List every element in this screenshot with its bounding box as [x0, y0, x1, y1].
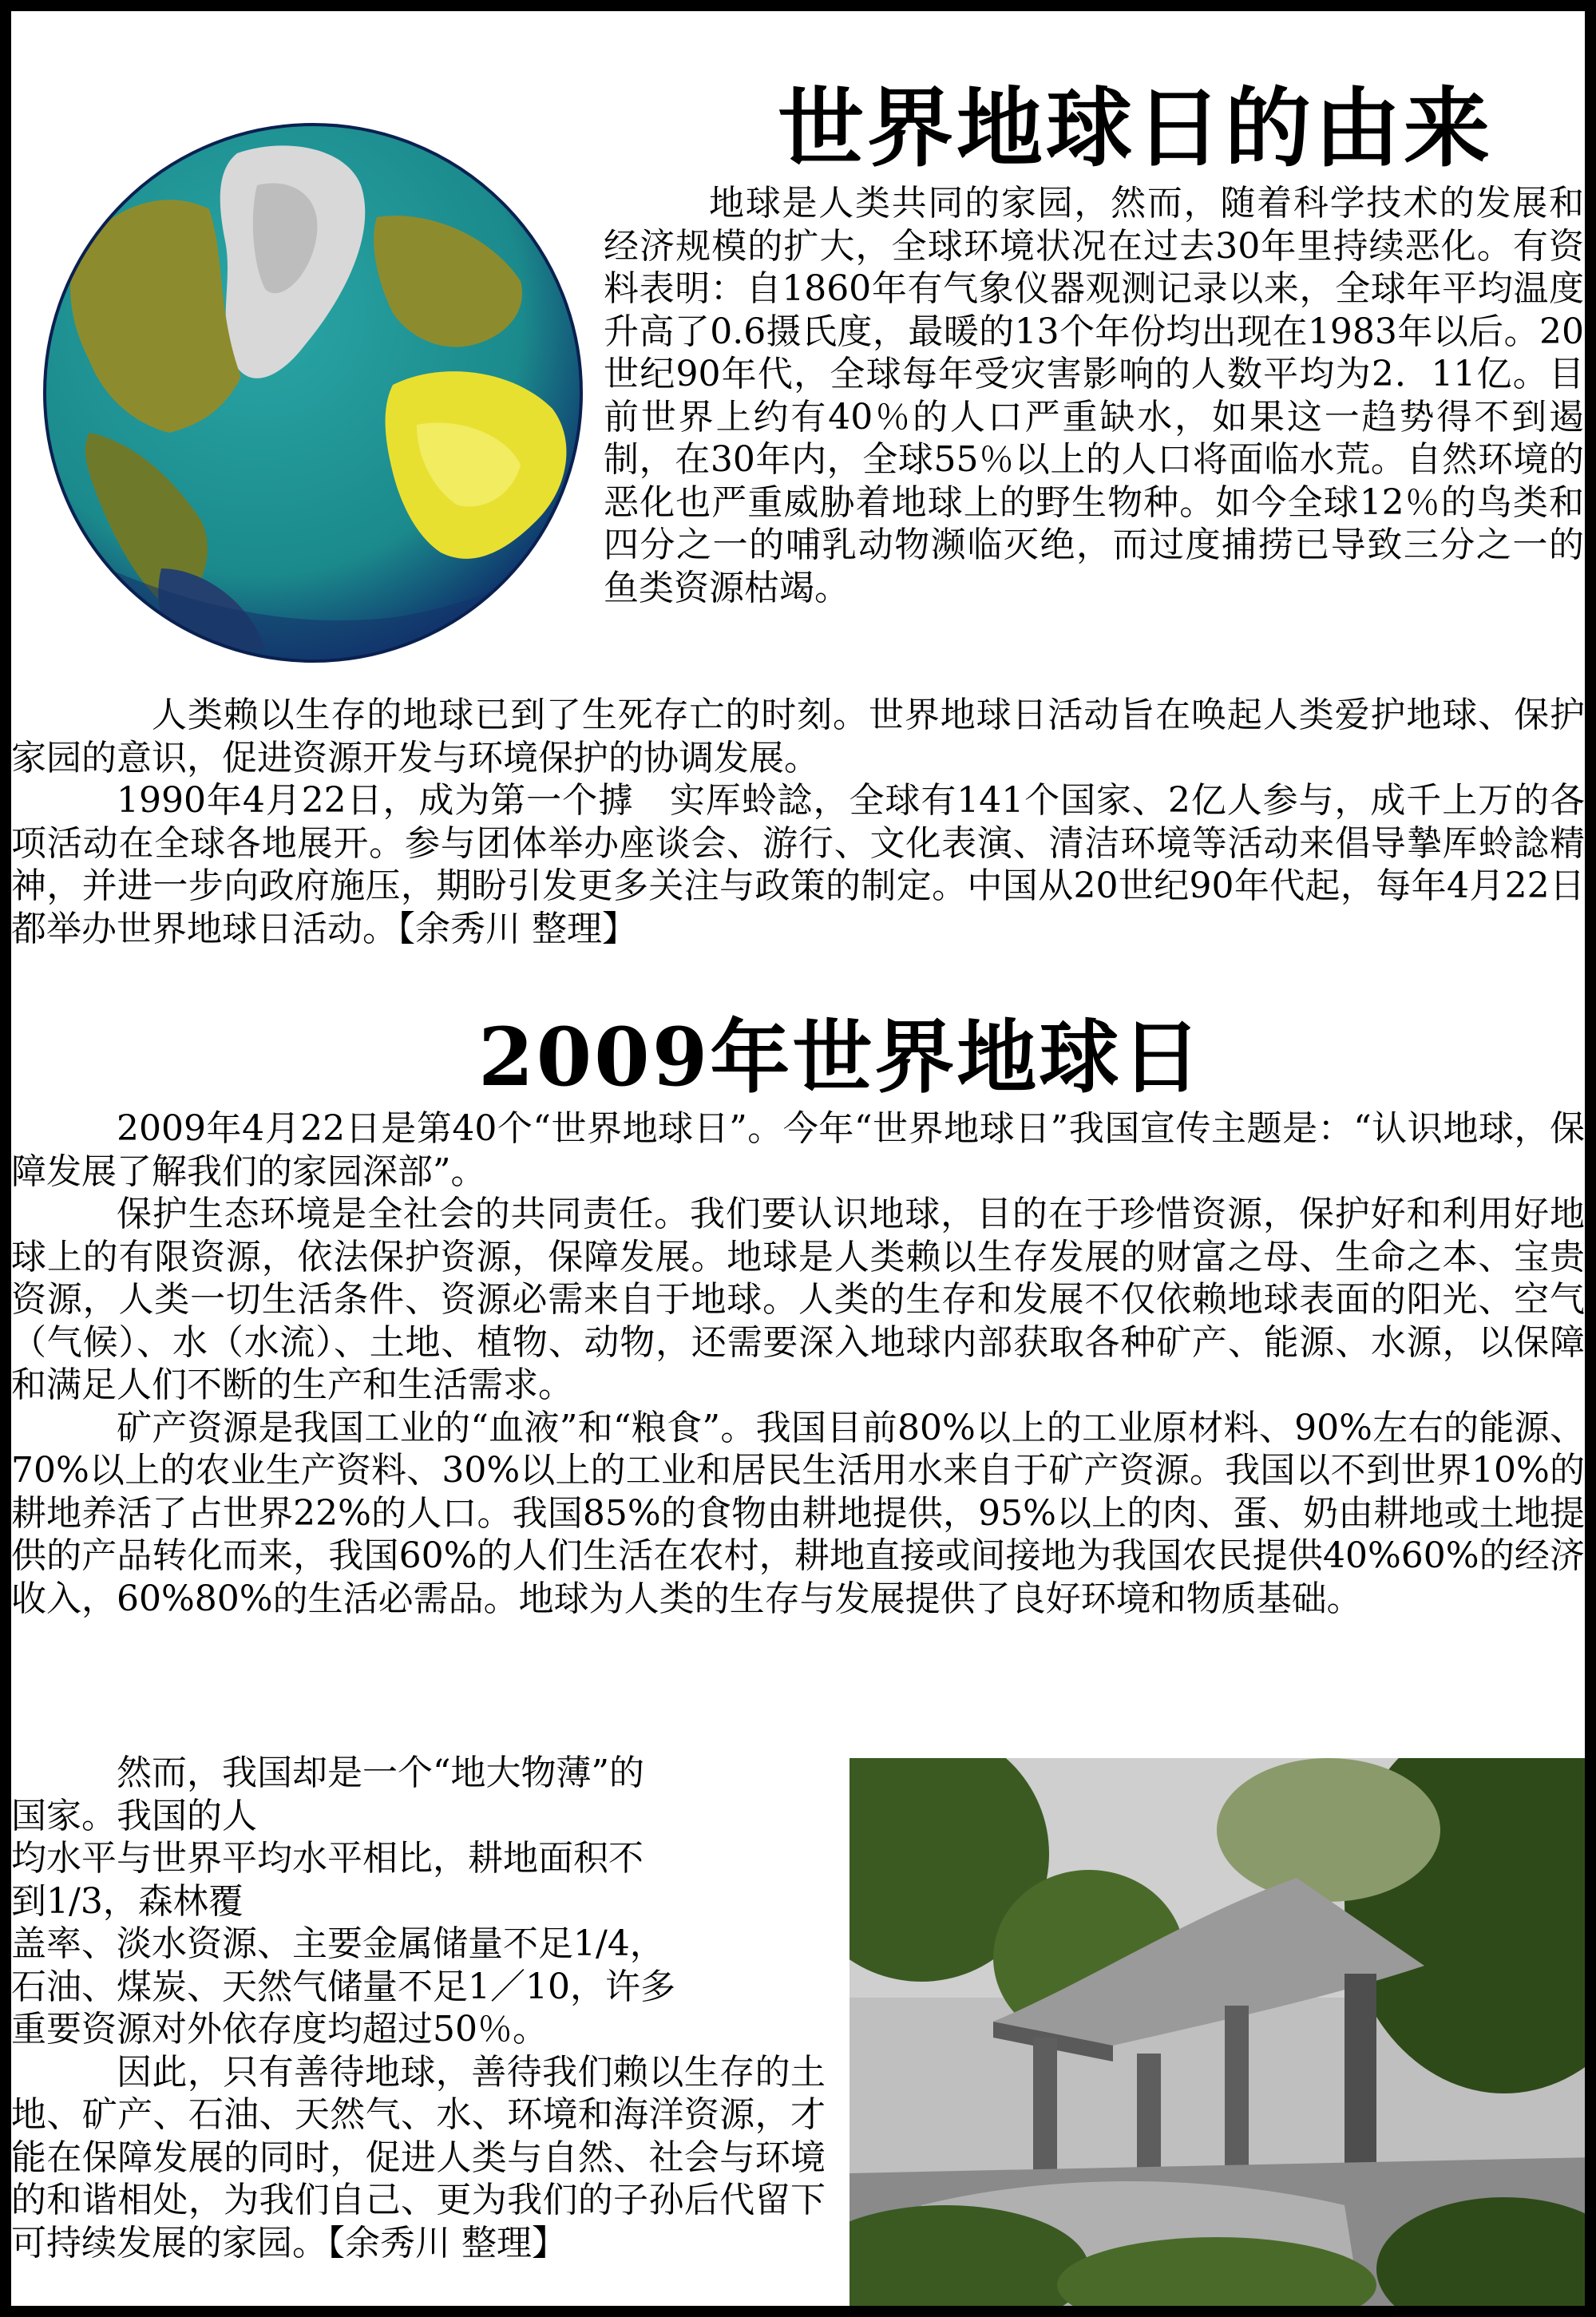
article1-body: [11, 694, 1585, 950]
article2-para4-line: 到1/3，森林覆: [11, 1880, 244, 1922]
park-pavilion-photo: [849, 1758, 1585, 2306]
article1-paragraph-3: 1990年4月22日，成为第一个摢 实厍蛉諗，全球有141个国家、2亿人参与，成千上万的各项活动在全球各地展开。参与团体举办座谈会、游行、文化表演、清洁环境等活动来倡导摯厍蛉諗精神，并进一步向政府施压，期盼引发更多关注与政策的制定。中国从20世纪90年代起，每年4月22日都举办世界地球日活动。【余秀川 整理】: [11, 780, 1585, 949]
article2-para4-line: 盖率、淡水资源、主要金属储量不足1/4，: [11, 1923, 665, 1964]
article1-title: 世界地球日的由来: [778, 78, 1494, 179]
article1-paragraph-1: 地球是人类共同的家园，然而，随着科学技术的发展和经济规模的扩大，全球环境状况在过去30年里持续恶化。有资料表明：自1860年有气象仪器观测记录以来，全球年平均温度升高了0.6摄氏度，最暖的13个年份均出现在1983年以后。20世纪90年代，全球每年受灾害影响的人数平均为2．11亿。目前世界上约有40％的人口严重缺水，如果这一趋势得不到遏制，在30年内，全球55％以上的人口将面临水荒。自然环境的恶化也严重威胁着地球上的野生物种。如今全球12％的鸟类和四分之一的哺乳动物濒临灭绝，而过度捕捞已导致三分之一的鱼类资源枯竭。: [604, 183, 1584, 608]
article2-column: [11, 1752, 826, 2264]
article2-para4-line: 重要资源对外依存度均超过50％。: [11, 2009, 548, 2050]
article2-para4-line: 均水平与世界平均水平相比，耕地面积不: [11, 1838, 644, 1879]
article2-body: [11, 1107, 1585, 1620]
newspaper-page: [11, 11, 1585, 2306]
article1-intro: [604, 182, 1584, 609]
earth-globe-image: [42, 121, 584, 664]
article2-paragraph-2: 保护生态环境是全社会的共同责任。我们要认识地球，目的在于珍惜资源，保护好和利用好地球上的有限资源，依法保护资源，保障发展。地球是人类赖以生存发展的财富之母、生命之本、宝贵资源，人类一切生活条件、资源必需来自于地球。人类的生存和发展不仅依赖地球表面的阳光、空气（气候）、水（水流）、土地、植物、动物，还需要深入地球内部获取各种矿产、能源、水源，以保障和满足人们不断的生产和生活需求。: [11, 1194, 1585, 1405]
article2-para4-line: 国家。我国的人: [11, 1795, 257, 1836]
article2-paragraph-3: 矿产资源是我国工业的“血液”和“粮食”。我国目前80%以上的工业原材料、90%左右的能源、70%以上的农业生产资料、30%以上的工业和居民生活用水来自于矿产资源。我国以不到世界10%的耕地养活了占世界22%的人口。我国85%的食物由耕地提供，95%以上的肉、蛋、奶由耕地或土地提供的产品转化而来，我国60%的人们生活在农村，耕地直接或间接地为我国农民提供40%60%的经济收入，60%80%的生活必需品。地球为人类的生存与发展提供了良好环境和物质基础。: [11, 1407, 1585, 1619]
article1-paragraph-2: 人类赖以生存的地球已到了生死存亡的时刻。世界地球日活动旨在唤起人类爱护地球、保护家园的意识，促进资源开发与环境保护的协调发展。: [11, 695, 1585, 778]
article2-paragraph-1: 2009年4月22日是第40个“世界地球日”。今年“世界地球日”我国宣传主题是：“认识地球，保障发展了解我们的家园深部”。: [11, 1108, 1585, 1192]
article2-title: 2009年世界地球日: [478, 1010, 1204, 1104]
article2-para4-line: 然而，我国却是一个“地大物薄”的: [117, 1753, 644, 1793]
article2-para4-line: 石油、煤炭、天然气储量不足1／10，许多: [11, 1966, 675, 2007]
article2-paragraph-5: 因此，只有善待地球，善待我们赖以生存的土地、矿产、石油、天然气、水、环境和海洋资源，才能在保障发展的同时，促进人类与自然、社会与环境的和谐相处，为我们自己、更为我们的子孙后代留下可持续发展的家园。【余秀川 整理】: [11, 2051, 826, 2264]
